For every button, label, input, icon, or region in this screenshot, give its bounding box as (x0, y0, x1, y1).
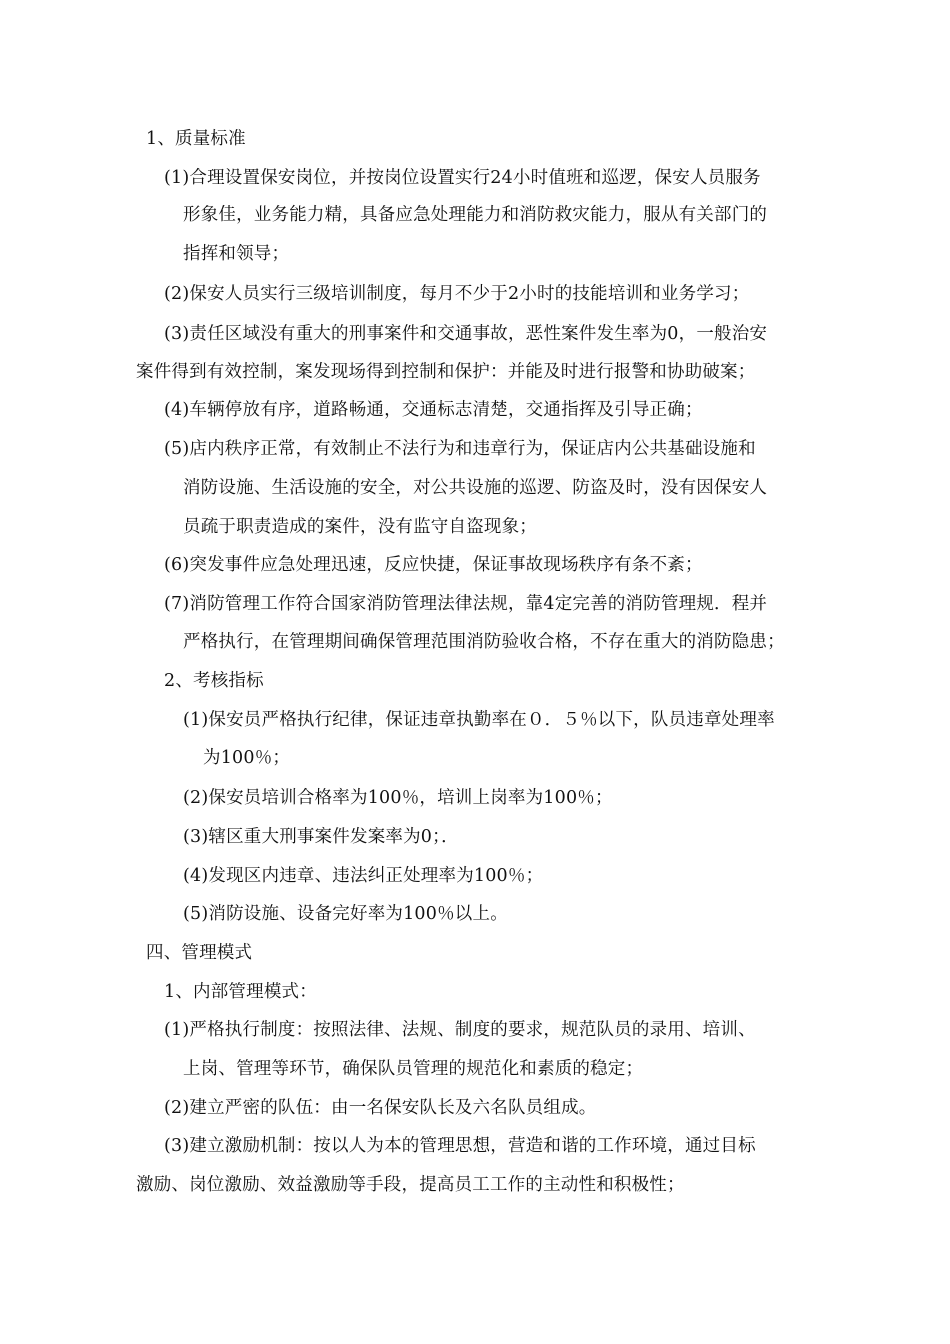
text-line: (1)保安员严格执行纪律，保证违章执勤率在０．５％以下，队员违章处理率 (183, 710, 775, 730)
text-line: 案件得到有效控制，案发现场得到控制和保护：并能及时进行报警和协助破案； (136, 362, 756, 382)
text-line: 指挥和领导； (183, 244, 290, 264)
text-line: (2)保安人员实行三级培训制度，每月不少于2小时的技能培训和业务学习； (164, 284, 750, 304)
text-line: (3)辖区重大刑事案件发案率为0；． (183, 827, 459, 847)
text-line: (5)消防设施、设备完好率为100％以上。 (183, 904, 508, 924)
text-line: (1)合理设置保安岗位，并按岗位设置实行24小时值班和巡逻，保安人员服务 (164, 168, 761, 188)
text-line: (3)责任区域没有重大的刑事案件和交通事故，恶性案件发生率为0，一般治安 (164, 324, 768, 344)
heading-management-mode: 四、管理模式 (146, 943, 253, 963)
text-line: 严格执行，在管理期间确保管理范围消防验收合格，不存在重大的消防隐患； (183, 632, 785, 652)
text-line: (1)严格执行制度：按照法律、法规、制度的要求，规范队员的录用、培训、 (164, 1020, 756, 1040)
text-line: 员疏于职责造成的案件，没有监守自盗现象； (183, 517, 537, 537)
text-line: (2)保安员培训合格率为100％，培训上岗率为100％； (183, 788, 613, 808)
text-line: 为100％； (203, 748, 291, 768)
text-line: 消防设施、生活设施的安全，对公共设施的巡逻、防盗及时，没有因保安人 (183, 478, 768, 498)
text-line: (5)店内秩序正常，有效制止不法行为和违章行为，保证店内公共基础设施和 (164, 439, 756, 459)
heading-internal-management: 1、内部管理模式： (164, 982, 317, 1002)
text-line: (6)突发事件应急处理迅速，反应快捷，保证事故现场秩序有条不紊； (164, 555, 703, 575)
text-line: (4)发现区内违章、违法纠正处理率为100％； (183, 866, 544, 886)
text-line: 上岗、管理等环节，确保队员管理的规范化和素质的稳定； (183, 1059, 644, 1079)
text-line: (2)建立严密的队伍：由一名保安队长及六名队员组成。 (164, 1098, 597, 1118)
text-line: 形象佳，业务能力精，具备应急处理能力和消防救灾能力，服从有关部门的 (183, 205, 768, 225)
text-line: (7)消防管理工作符合国家消防管理法律法规，靠4定完善的消防管理规．程并 (164, 594, 768, 614)
text-line: 激励、岗位激励、效益激励等手段，提高员工工作的主动性和积极性； (136, 1175, 685, 1195)
text-line: (4)车辆停放有序，道路畅通，交通标志清楚，交通指挥及引导正确； (164, 400, 703, 420)
heading-assessment-index: 2、考核指标 (164, 671, 264, 691)
heading-quality-standard: 1、质量标准 (146, 129, 246, 149)
text-line: (3)建立激励机制：按以人为本的管理思想，营造和谐的工作环境，通过目标 (164, 1136, 756, 1156)
